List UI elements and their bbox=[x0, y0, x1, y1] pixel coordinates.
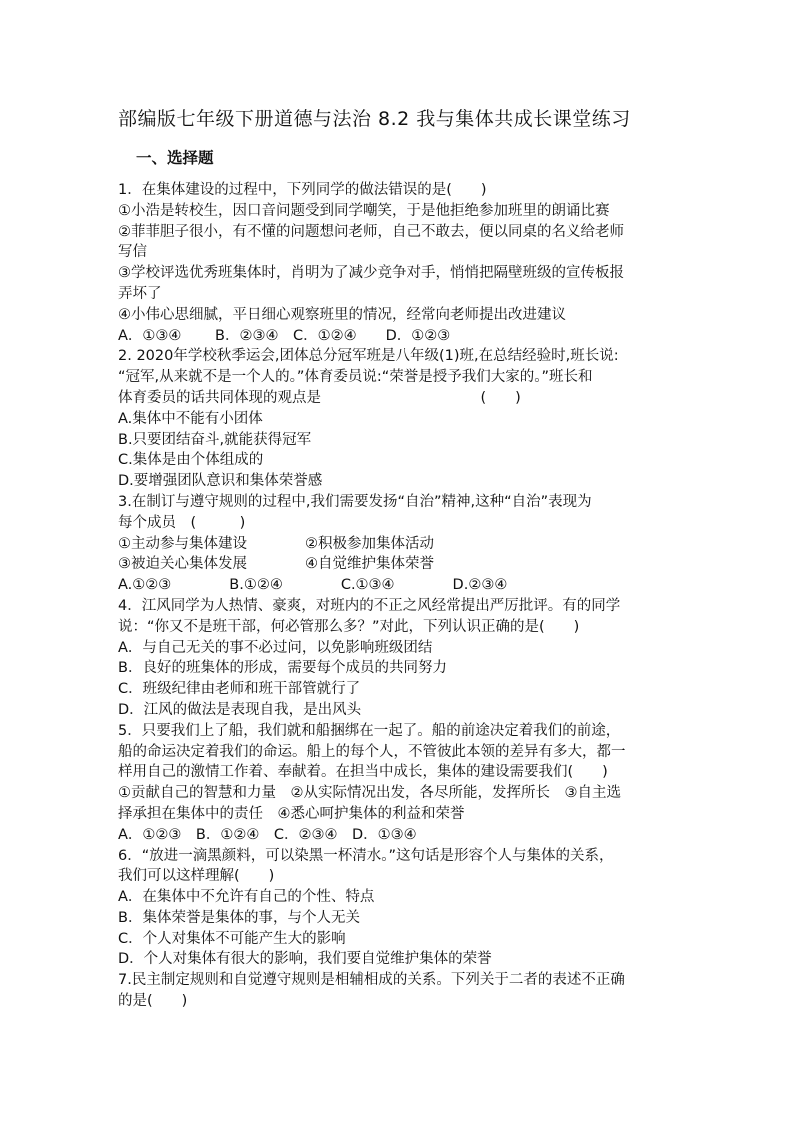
text-line-content: ③被迫关心集体发展 ④自觉维护集体荣誉 bbox=[118, 556, 434, 573]
text-line bbox=[118, 554, 678, 575]
text-line-content: C.集体是由个体组成的 bbox=[118, 452, 264, 469]
text-line-content: 说：“你又不是班干部，何必管那么多？”对此，下列认识正确的是( ) bbox=[118, 618, 580, 635]
text-line bbox=[118, 575, 678, 596]
text-line bbox=[118, 825, 678, 846]
text-line-content: A.集体中不能有小团体 bbox=[118, 410, 263, 427]
document-title: 部编版七年级下册道德与法治 8.2 我与集体共成长课堂练习 bbox=[118, 108, 631, 130]
text-line bbox=[118, 658, 678, 679]
text-line bbox=[118, 450, 678, 471]
text-line-content: 写信 bbox=[118, 244, 147, 261]
text-line-content: B．集体荣誉是集体的事，与个人无关 bbox=[118, 909, 360, 926]
text-line bbox=[118, 305, 678, 326]
text-line bbox=[118, 783, 678, 804]
section-heading: 一、选择题 bbox=[136, 149, 214, 167]
text-line bbox=[118, 846, 678, 867]
text-line bbox=[118, 201, 678, 222]
text-line bbox=[118, 721, 678, 742]
text-line-content: 体育委员的话共同体现的观点是 ( ) bbox=[118, 389, 521, 406]
text-line bbox=[118, 638, 678, 659]
text-line bbox=[118, 679, 678, 700]
text-line bbox=[118, 409, 678, 430]
text-line-content: 弄坏了 bbox=[118, 285, 162, 302]
text-line-content: 3.在制订与遵守规则的过程中,我们需要发扬“自治”精神,这种“自治”表现为 bbox=[118, 493, 592, 510]
text-line bbox=[118, 430, 678, 451]
text-line-content: “冠军,从来就不是一个人的。”体育委员说:“荣誉是授予我们大家的。”班长和 bbox=[118, 369, 593, 386]
text-line bbox=[118, 534, 678, 555]
text-line-content: 7.民主制定规则和自觉遵守规则是相辅相成的关系。下列关于二者的表述不正确 bbox=[118, 972, 625, 989]
text-line-content: 6．“放进一滴黑颜料，可以染黑一杯清水。”这句话是形容个人与集体的关系， bbox=[118, 847, 614, 864]
text-line bbox=[118, 222, 678, 243]
text-line bbox=[118, 742, 678, 763]
text-line bbox=[118, 866, 678, 887]
text-line bbox=[118, 284, 678, 305]
text-line bbox=[118, 949, 678, 970]
text-line-content: 择承担在集体中的责任 ④悉心呵护集体的利益和荣誉 bbox=[118, 805, 465, 822]
text-line bbox=[118, 596, 678, 617]
text-line-content: 4．江风同学为人热情、豪爽，对班内的不正之风经常提出严厉批评。有的同学 bbox=[118, 597, 621, 614]
text-line-content: 每个成员 ( ) bbox=[118, 514, 246, 531]
question-body bbox=[118, 180, 678, 1012]
text-line bbox=[118, 908, 678, 929]
text-line-content: A．①②③ B．①②④ C．②③④ D．①③④ bbox=[118, 826, 417, 843]
text-line-content: D.要增强团队意识和集体荣誉感 bbox=[118, 473, 323, 490]
text-line-content: B.只要团结奋斗,就能获得冠军 bbox=[118, 431, 312, 448]
text-line bbox=[118, 471, 678, 492]
text-line bbox=[118, 492, 678, 513]
text-line-content: ①贡献自己的智慧和力量 ②从实际情况出发，各尽所能，发挥所长 ③自主选 bbox=[118, 785, 621, 802]
text-line bbox=[118, 804, 678, 825]
text-line-content: 2. 2020年学校秋季运会,团体总分冠军班是八年级(1)班,在总结经验时,班长说: bbox=[118, 348, 619, 365]
text-line bbox=[118, 513, 678, 534]
text-line bbox=[118, 929, 678, 950]
text-line-content: 我们可以这样理解( ) bbox=[118, 868, 275, 885]
text-line-content: 船的命运决定着我们的命运。船上的每个人，不管彼此本领的差异有多大，都一 bbox=[118, 743, 626, 760]
text-line bbox=[118, 700, 678, 721]
text-line-content: ①小浩是转校生，因口音问题受到同学嘲笑，于是他拒绝参加班里的朗诵比赛 bbox=[118, 202, 610, 219]
text-line-content: ④小伟心思细腻，平日细心观察班里的情况，经常向老师提出改进建议 bbox=[118, 306, 566, 323]
text-line-content: A．①③④ B．②③④ C．①②④ D．①②③ bbox=[118, 327, 451, 344]
text-line bbox=[118, 263, 678, 284]
text-line bbox=[118, 762, 678, 783]
text-line-content: 的是( ) bbox=[118, 993, 188, 1010]
text-line-content: C．班级纪律由老师和班干部管就行了 bbox=[118, 681, 361, 698]
text-line bbox=[118, 887, 678, 908]
text-line bbox=[118, 326, 678, 347]
text-line-content: 5．只要我们上了船，我们就和船捆绑在一起了。船的前途决定着我们的前途， bbox=[118, 722, 621, 739]
text-line-content: ①主动参与集体建设 ②积极参加集体活动 bbox=[118, 535, 434, 552]
text-line bbox=[118, 242, 678, 263]
text-line-content: D．江风的做法是表现自我，是出风头 bbox=[118, 701, 362, 718]
text-line-content: 样用自己的激情工作着、奉献着。在担当中成长，集体的建设需要我们( ) bbox=[118, 764, 608, 781]
text-line-content: ②菲菲胆子很小，有不懂的问题想问老师，自己不敢去，便以同桌的名义给老师 bbox=[118, 223, 624, 240]
text-line bbox=[118, 617, 678, 638]
text-line-content: B．良好的班集体的形成，需要每个成员的共同努力 bbox=[118, 660, 447, 677]
text-line-content: ③学校评选优秀班集体时，肖明为了减少竞争对手，悄悄把隔壁班级的宣传板报 bbox=[118, 265, 624, 282]
text-line-content: C．个人对集体不可能产生大的影响 bbox=[118, 930, 346, 947]
text-line bbox=[118, 346, 678, 367]
text-line bbox=[118, 991, 678, 1012]
text-line-content: A．在集体中不允许有自己的个性、特点 bbox=[118, 889, 375, 906]
text-line bbox=[118, 970, 678, 991]
text-line-content: 1．在集体建设的过程中，下列同学的做法错误的是( ) bbox=[118, 182, 487, 198]
text-line-content: D．个人对集体有很大的影响，我们要自觉维护集体的荣誉 bbox=[118, 951, 492, 968]
text-line-content: A.①②③ B.①②④ C.①③④ D.②③④ bbox=[118, 577, 508, 594]
text-line-content: A．与自己无关的事不必过问，以免影响班级团结 bbox=[118, 639, 433, 656]
text-line bbox=[118, 367, 678, 388]
text-line bbox=[118, 388, 678, 409]
text-line bbox=[118, 180, 678, 201]
